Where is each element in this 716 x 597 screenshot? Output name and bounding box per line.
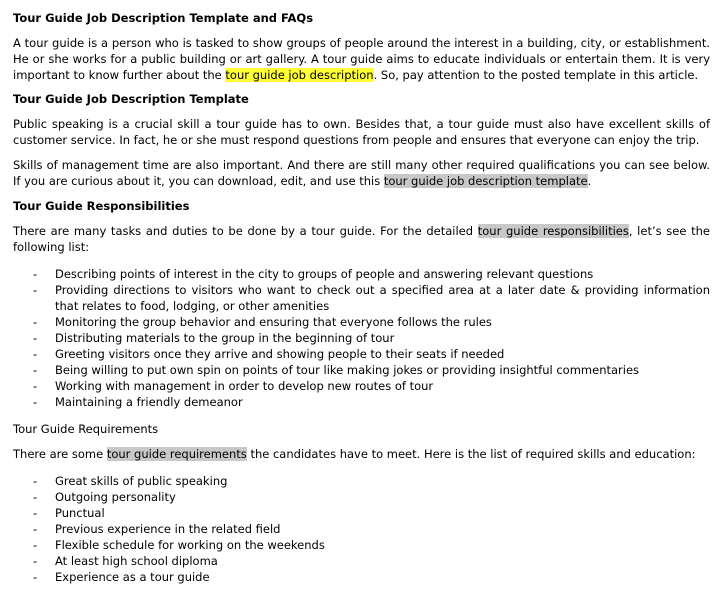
responsibilities-intro bbox=[13, 223, 710, 255]
list-item: - Punctual bbox=[13, 505, 710, 521]
requirements-text-end: the candidates have to meet. Here is the list of required skills and education: bbox=[246, 447, 696, 461]
list-item: - Flexible schedule for working on the weekends bbox=[13, 537, 710, 553]
responsibilities-heading: Tour Guide Responsibilities bbox=[13, 199, 190, 213]
list-item: - Providing directions to visitors who want to check out a specified area at a later date & providing information that relates to food, lodging, or other amenities bbox=[13, 282, 710, 314]
template-text-end: . bbox=[587, 174, 592, 188]
list-item: - Greeting visitors once they arrive and showing people to their seats if needed bbox=[13, 346, 710, 362]
responsibilities-link[interactable]: tour guide responsibilities bbox=[477, 224, 629, 238]
job-description-link[interactable]: tour guide job description bbox=[225, 68, 374, 82]
template-paragraph-2 bbox=[13, 157, 710, 189]
list-item: - Monitoring the group behavior and ensuring that everyone follows the rules bbox=[13, 314, 710, 330]
list-item: - Working with management in order to develop new routes of tour bbox=[13, 378, 710, 394]
list-item: - Outgoing personality bbox=[13, 489, 710, 505]
list-item: - Previous experience in the related field bbox=[13, 521, 710, 537]
list-item: - Describing points of interest in the city to groups of people and answering relevant questions bbox=[13, 266, 710, 282]
intro-paragraph bbox=[13, 35, 710, 83]
list-item: - Maintaining a friendly demeanor bbox=[13, 394, 710, 410]
responsibilities-list bbox=[13, 266, 710, 410]
list-item: - Great skills of public speaking bbox=[13, 473, 710, 489]
intro-text-start: A tour guide is a person who is tasked to show groups of people around the interest in a building, city, or establishment. He or she works for a public building or art gallery. A tour guide aims to educate individuals or entertain them. It is very important to know further about the bbox=[13, 36, 710, 82]
list-item: - At least high school diploma bbox=[13, 553, 710, 569]
template-link[interactable]: tour guide job description template bbox=[383, 174, 588, 188]
document-title: Tour Guide Job Description Template and FAQs bbox=[13, 11, 314, 25]
responsibilities-text-start: There are many tasks and duties to be done by a tour guide. For the detailed bbox=[13, 224, 478, 238]
requirements-list bbox=[13, 473, 710, 585]
requirements-intro bbox=[13, 446, 710, 462]
list-item: - Experience as a tour guide bbox=[13, 569, 710, 585]
requirements-link[interactable]: tour guide requirements bbox=[106, 447, 247, 461]
responsibilities-text-end: , let’s see the following list: bbox=[13, 224, 710, 254]
list-item: - Distributing materials to the group in the beginning of tour bbox=[13, 330, 710, 346]
requirements-text-start: There are some bbox=[13, 447, 107, 461]
template-heading: Tour Guide Job Description Template bbox=[13, 92, 249, 106]
list-item: - Being willing to put own spin on points of tour like making jokes or providing insightful commentaries bbox=[13, 362, 710, 378]
requirements-heading: Tour Guide Requirements bbox=[13, 422, 159, 436]
template-paragraph-1: Public speaking is a crucial skill a tour guide has to own. Besides that, a tour guide must also have excellent skills of customer service. In fact, he or she must respond questions from people and ensures that everyone can enjoy the trip. bbox=[13, 117, 710, 147]
intro-text-end: . So, pay attention to the posted template in this article. bbox=[373, 68, 699, 82]
template-text-start: Skills of management time are also important. And there are still many other required qualifications you can see below. If you are curious about it, you can download, edit, and use this bbox=[13, 158, 710, 188]
